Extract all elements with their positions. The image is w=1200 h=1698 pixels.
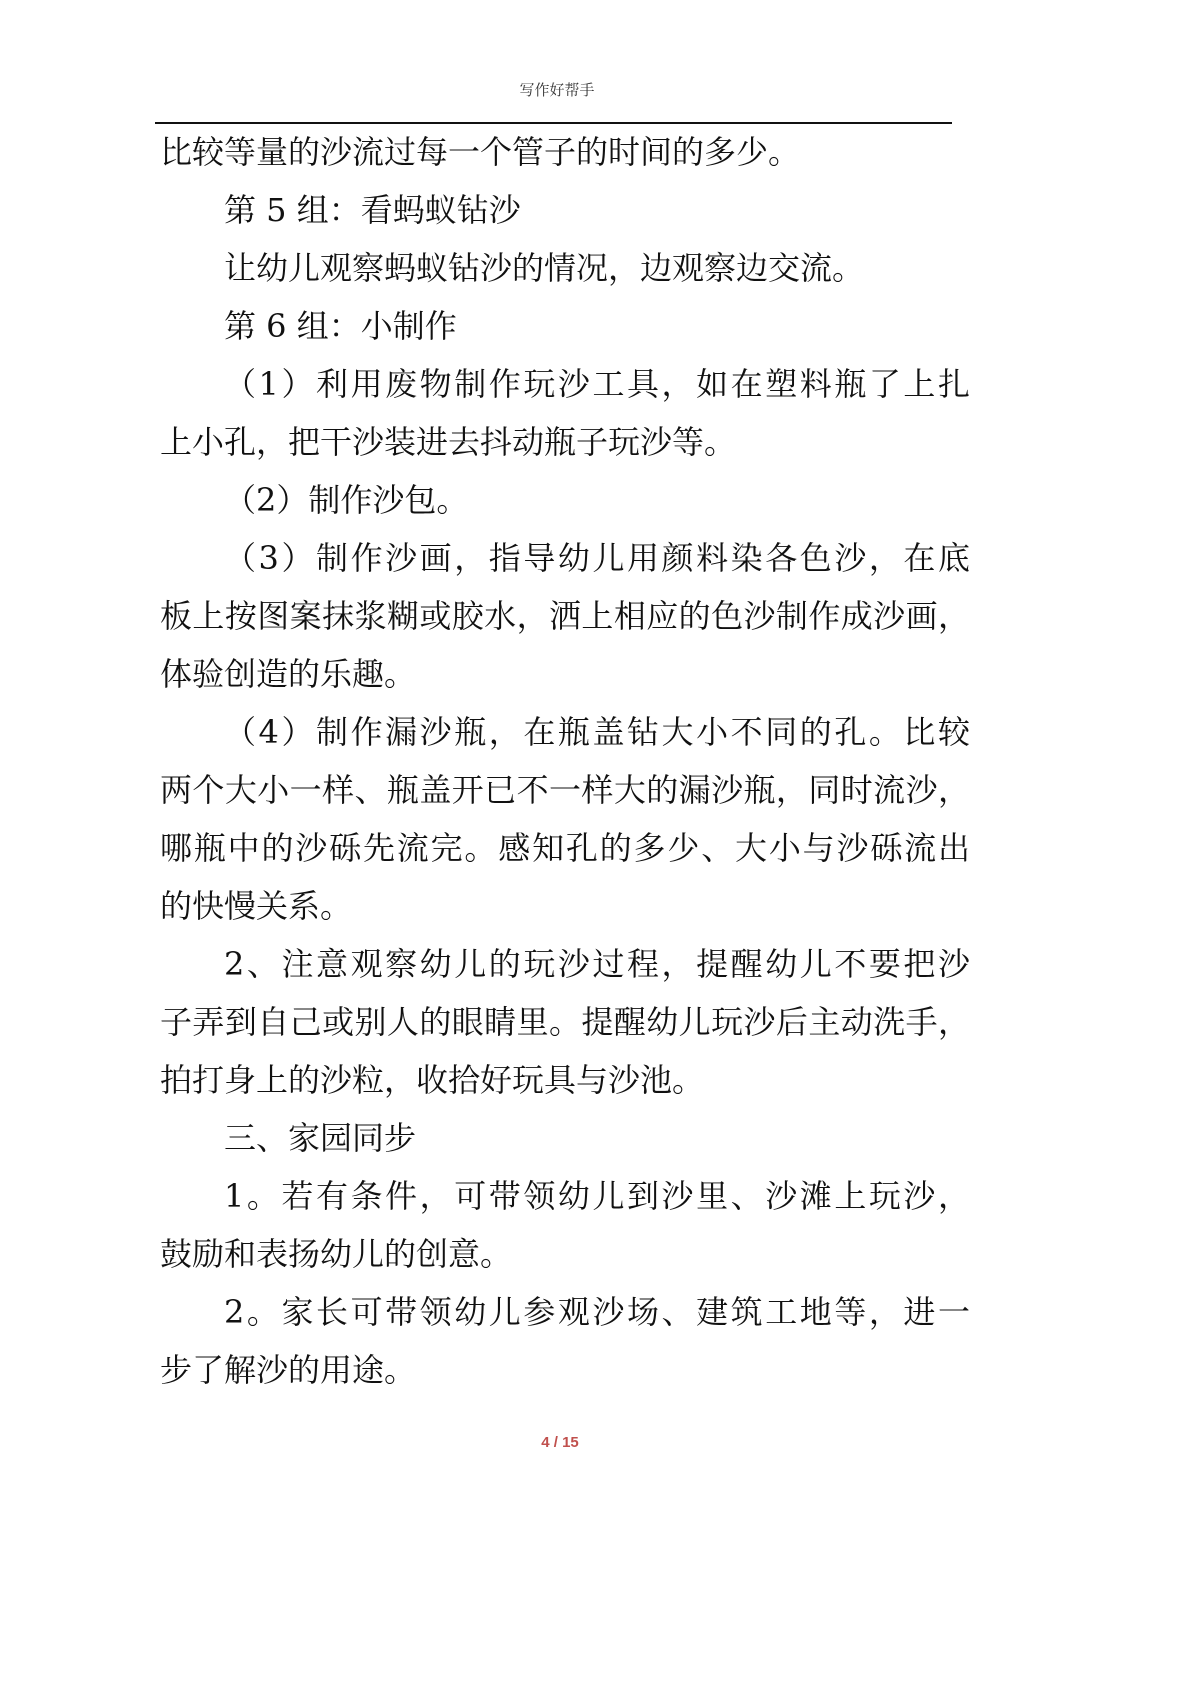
text-line: 鼓励和表扬幼儿的创意。 (160, 1235, 513, 1273)
text-line: （4）制作漏沙瓶，在瓶盖钻大小不同的孔。比较 (224, 713, 970, 751)
text-line: 哪瓶中的沙砾先流完。感知孔的多少、大小与沙砾流出 (160, 829, 970, 867)
paragraph (160, 1283, 970, 1399)
paragraph (160, 935, 970, 1109)
text-line: 1。若有条件，可带领幼儿到沙里、沙滩上玩沙， (224, 1177, 970, 1215)
text-line: 板上按图案抹浆糊或胶水，洒上相应的色沙制作成沙画， (160, 597, 970, 635)
paragraph (160, 703, 970, 935)
text-line: （2）制作沙包。 (224, 481, 469, 519)
text-line: 比较等量的沙流过每一个管子的时间的多少。 (160, 133, 801, 171)
paragraph (160, 1109, 970, 1167)
text-line: 子弄到自己或别人的眼睛里。提醒幼儿玩沙后主动洗手， (160, 1003, 970, 1041)
text-line: （1）利用废物制作玩沙工具，如在塑料瓶了上扎 (224, 365, 970, 403)
paragraph (160, 239, 970, 297)
paragraph (160, 181, 970, 239)
text-line: 2、注意观察幼儿的玩沙过程，提醒幼儿不要把沙 (224, 945, 970, 983)
text-line: 步了解沙的用途。 (160, 1351, 417, 1389)
paragraph (160, 529, 970, 703)
paragraph (160, 355, 970, 471)
text-line: 上小孔，把干沙装进去抖动瓶子玩沙等。 (160, 423, 737, 461)
text-line: 两个大小一样、瓶盖开已不一样大的漏沙瓶，同时流沙， (160, 771, 970, 809)
text-line: 第 6 组：小制作 (224, 307, 457, 345)
text-line: 的快慢关系。 (160, 887, 353, 925)
paragraph (160, 297, 970, 355)
text-line: 2。家长可带领幼儿参观沙场、建筑工地等，进一 (224, 1293, 970, 1331)
text-line: 第 5 组：看蚂蚁钻沙 (224, 191, 521, 229)
text-line: （3）制作沙画，指导幼儿用颜料染各色沙，在底 (224, 539, 970, 577)
section-heading: 三、家园同步 (224, 1119, 417, 1157)
text-line: 体验创造的乐趣。 (160, 655, 417, 693)
paragraph (160, 1167, 970, 1283)
paragraph (160, 123, 970, 181)
body-text (160, 123, 970, 1399)
page-header-title: 写作好帮手 (519, 81, 595, 99)
paragraph (160, 471, 970, 529)
text-line: 拍打身上的沙粒，收拾好玩具与沙池。 (160, 1061, 705, 1099)
page-number: 4 / 15 (541, 1434, 579, 1451)
text-line: 让幼儿观察蚂蚁钻沙的情况，边观察边交流。 (224, 249, 865, 287)
